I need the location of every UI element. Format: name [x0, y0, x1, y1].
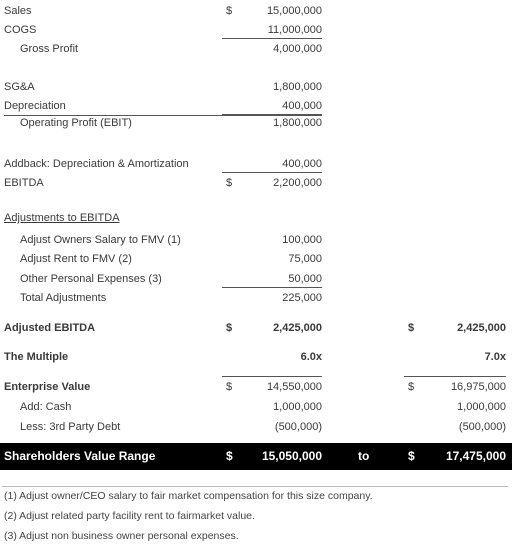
range-to-word: to	[358, 449, 370, 463]
shareholders-value-low: 15,050,000	[261, 449, 322, 463]
sales-dollar: $	[226, 5, 233, 17]
adjusted-ebitda-dollar-low: $	[226, 322, 233, 334]
gross-profit-row	[0, 40, 512, 59]
addback-value: 400,000	[282, 158, 322, 170]
enterprise-value-high: 16,975,000	[450, 381, 506, 393]
depreciation-value: 400,000	[282, 100, 322, 112]
personal-value: 50,000	[288, 273, 322, 285]
adjusted-ebitda-low: 2,425,000	[273, 322, 322, 334]
gross-profit-label: Gross Profit	[20, 43, 79, 55]
gross-profit-value: 4,000,000	[273, 43, 322, 55]
sales-value: 15,000,000	[266, 5, 322, 17]
addback-label: Addback: Depreciation & Amortization	[4, 158, 189, 170]
enterprise-value-dollar-low: $	[226, 381, 233, 393]
ev-rule-low	[222, 376, 322, 377]
debt-low: (500,000)	[274, 421, 322, 433]
cash-row	[0, 398, 512, 417]
sales-row	[0, 2, 512, 21]
rent-value: 75,000	[288, 253, 322, 265]
adjustments-heading: Adjustments to EBITDA	[4, 212, 120, 224]
sga-label: SG&A	[4, 81, 35, 93]
cogs-rule	[222, 38, 322, 39]
adjusted-ebitda-high: 2,425,000	[457, 322, 506, 334]
owner-salary-label: Adjust Owners Salary to FMV (1)	[20, 234, 181, 246]
owner-salary-value: 100,000	[282, 234, 322, 246]
operating-profit-value: 1,800,000	[273, 117, 322, 129]
sga-value: 1,800,000	[273, 81, 322, 93]
enterprise-value-low: 14,550,000	[266, 381, 322, 393]
cash-label: Add: Cash	[20, 401, 72, 413]
shareholders-value-label: Shareholders Value Range	[4, 449, 156, 463]
adjusted-ebitda-dollar-high: $	[408, 322, 415, 334]
adjustments-heading-row	[0, 209, 512, 228]
total-adjustments-label: Total Adjustments	[20, 292, 107, 304]
multiple-label: The Multiple	[4, 351, 69, 363]
footnote-divider	[2, 486, 508, 487]
ebitda-label: EBITDA	[4, 177, 44, 189]
sales-label: Sales	[4, 5, 32, 17]
shareholders-value-band	[0, 443, 512, 470]
footnote-3: (3) Adjust non business owner personal expenses.	[4, 530, 239, 542]
shareholders-dollar-low: $	[226, 449, 233, 463]
adjusted-ebitda-label: Adjusted EBITDA	[4, 322, 96, 334]
cash-low: 1,000,000	[273, 401, 322, 413]
rent-row	[0, 250, 512, 269]
footnote-2: (2) Adjust related party facility rent to fairmarket value.	[4, 510, 255, 522]
debt-label: Less: 3rd Party Debt	[20, 421, 121, 433]
enterprise-value-row	[0, 378, 512, 397]
enterprise-value-dollar-high: $	[408, 381, 415, 393]
shareholders-value-high: 17,475,000	[445, 449, 506, 463]
ebitda-dollar: $	[226, 177, 233, 189]
multiple-high: 7.0x	[484, 351, 506, 363]
sga-row	[0, 78, 512, 97]
total-adjustments-value: 225,000	[282, 292, 322, 304]
operating-profit-row	[0, 114, 512, 133]
personal-label: Other Personal Expenses (3)	[20, 273, 162, 285]
cash-high: 1,000,000	[457, 401, 506, 413]
addback-rule	[222, 172, 322, 173]
owner-salary-row	[0, 231, 512, 250]
adjusted-ebitda-row	[0, 319, 512, 338]
footnote-1: (1) Adjust owner/CEO salary to fair market compensation for this size company.	[4, 490, 373, 502]
multiple-low: 6.0x	[300, 351, 322, 363]
total-adjustments-row	[0, 289, 512, 308]
operating-profit-label: Operating Profit (EBIT)	[20, 117, 132, 129]
shareholders-dollar-high: $	[408, 449, 415, 463]
depreciation-label: Depreciation	[4, 100, 66, 112]
cogs-label: COGS	[4, 24, 37, 36]
ev-rule-high	[404, 376, 506, 377]
enterprise-value-label: Enterprise Value	[4, 381, 91, 393]
personal-rule	[222, 287, 322, 288]
multiple-row	[0, 348, 512, 367]
debt-high: (500,000)	[458, 421, 506, 433]
ebitda-value: 2,200,000	[273, 177, 322, 189]
ebitda-row	[0, 174, 512, 193]
debt-row	[0, 418, 512, 437]
cogs-value: 11,000,000	[267, 24, 322, 36]
rent-label: Adjust Rent to FMV (2)	[20, 253, 132, 265]
operating-profit-rule	[4, 115, 322, 116]
